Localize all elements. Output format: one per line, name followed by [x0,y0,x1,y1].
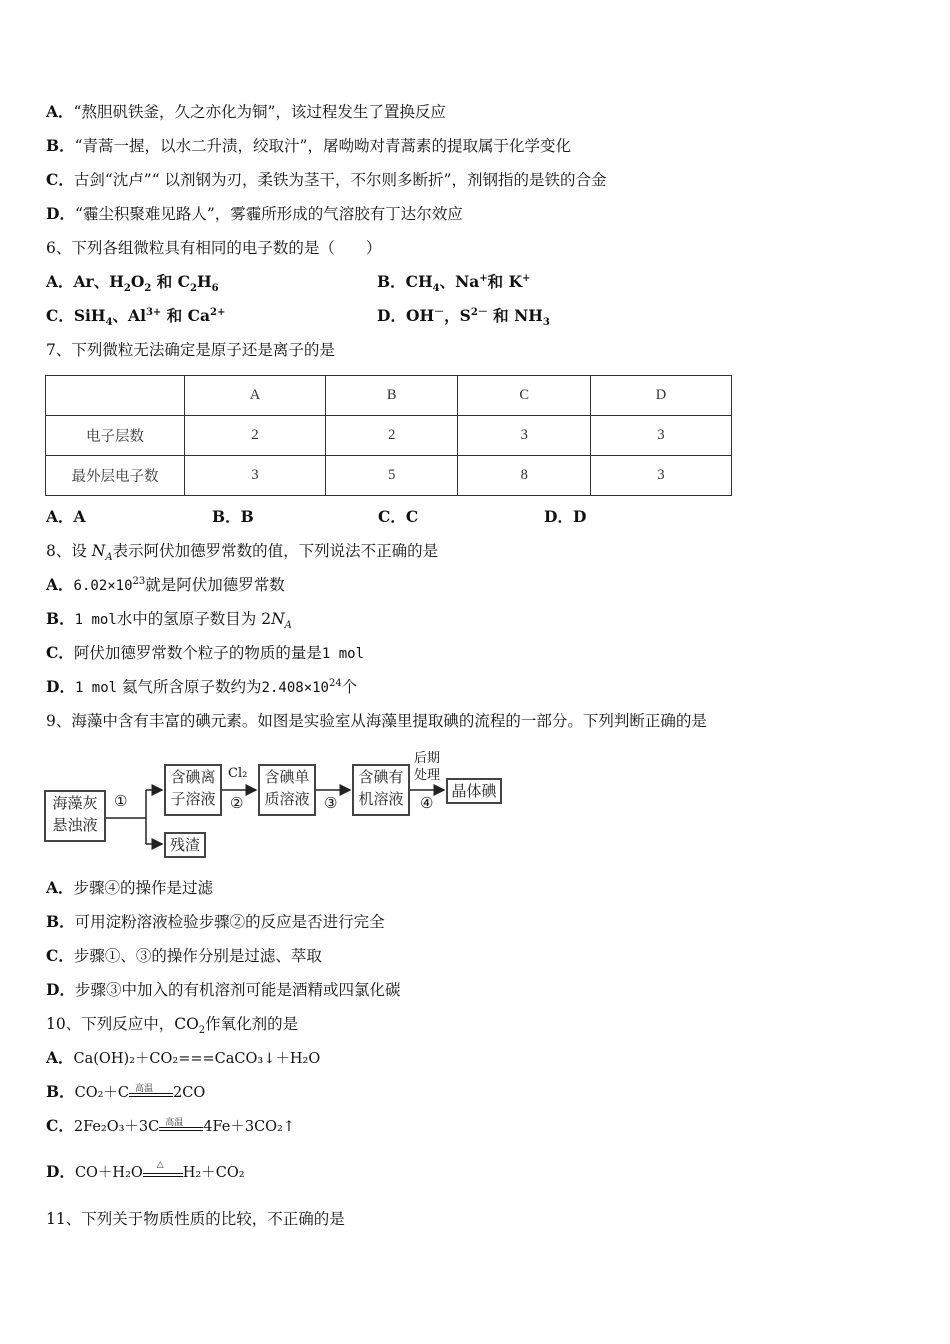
q10-option-d: D．CO＋H₂O △ H₂＋CO₂ [46,1160,245,1181]
option-label: A． [46,102,74,121]
q8-option-a: A．$6.02\times 10^{23}$就是阿伏加德罗常数 [46,575,285,594]
q8-stem: 8、设 $N_A$表示阿伏加德罗常数的值，下列说法不正确的是 [46,542,439,564]
q7-stem: 7、下列微粒无法确定是原子还是离子的是 [46,341,335,359]
table-cell: 3 [458,416,591,456]
option-text: “青蒿一握，以水二升渍，绞取汁”，屠呦呦对青蒿素的提取属于化学变化 [74,137,571,155]
q7-option-b: B．B [212,507,254,526]
q6-option-d: D．OH－，$S^{2-}$ 和 $NH_3$ [377,306,550,329]
table-cell: D [590,376,731,416]
q6-option-a: A．Ar、$H_2O_2$ 和 $C_2H_6$ [46,272,219,295]
table-cell [46,376,185,416]
table-cell: 8 [458,456,591,496]
table-cell: 3 [590,416,731,456]
iodine-solution-box: 含碘单 质溶液 [258,764,316,816]
q6-options-row1 [46,272,708,295]
q9-option-b: B．可用淀粉溶液检验步骤②的反应是否进行完全 [46,912,385,931]
q6-option-b: B．$CH_4$、Na+和 K+ [377,272,531,295]
q5-option-c [46,170,606,190]
q5-option-d [46,204,463,224]
q6-option-c: C．SiH$_4$、$Al^{3+}$ 和 $Ca^{2+}$ [46,306,226,329]
q10-option-c: C．2Fe₂O₃＋3C 高温 4Fe＋3CO₂↑ [46,1116,296,1135]
option-label: D． [46,204,75,223]
table-cell: 3 [185,456,326,496]
option-label: B． [46,136,75,155]
cl2-label: Cl₂ [228,766,248,781]
crystal-iodine-box: 晶体碘 [446,778,502,804]
q6-options-row2 [46,306,708,329]
q9-stem: 9、海藻中含有丰富的碘元素。如图是实验室从海藻里提取碘的流程的一部分。下列判断正确的是 [46,712,707,730]
q10-stem: 10、下列反应中，$CO_2$作氧化剂的是 [46,1015,299,1037]
q9-flowchart [44,752,514,860]
q7-table [45,375,732,496]
table-cell: 2 [325,416,458,456]
table-row [46,416,732,456]
q5-option-a [46,102,446,122]
q8-option-b: B．1 mol水中的氢原子数目为 $2N_A$ [46,609,292,632]
post-processing-label: 后期 处理 [414,751,441,783]
organic-solution-box: 含碘有 机溶液 [352,764,410,816]
condition-equals: △ [143,1163,183,1183]
seaweed-ash-suspension-box: 海藻灰 悬浊液 [44,790,106,842]
q10-option-a: A．Ca(OH)₂＋CO₂===CaCO₃↓＋H₂O [46,1048,321,1067]
table-cell: B [325,376,458,416]
q7-options [46,507,710,527]
table-cell: 最外层电子数 [46,456,185,496]
condition-equals: 高温 [129,1083,173,1103]
q7-option-a: A．A [46,507,86,526]
q9-option-a: A．步骤④的操作是过滤 [46,878,214,897]
q11-stem: 11、下列关于物质性质的比较，不正确的是 [46,1210,345,1228]
table-cell: 3 [590,456,731,496]
q6-stem: 6、下列各组微粒具有相同的电子数的是（ ） [46,239,382,257]
table-cell: 电子层数 [46,416,185,456]
q7-option-c: C．C [378,507,419,526]
step-1-label: ① [114,792,128,810]
step-3-label: ③ [324,794,338,812]
q5-option-b [46,136,571,156]
q9-option-d: D．步骤③中加入的有机溶剂可能是酒精或四氯化碳 [46,980,401,999]
q9-option-c: C．步骤①、③的操作分别是过滤、萃取 [46,946,322,965]
residue-box: 残渣 [164,832,206,858]
table-row [46,456,732,496]
q8-option-c: C．阿伏加德罗常数个粒子的物质的量是1 mol [46,643,365,662]
table-cell: A [185,376,326,416]
condition-equals: 高温 [159,1117,203,1137]
q8-option-d: D．1 mol 氦气所含原子数约为$2.408\times 10^{24}$个 [46,677,358,696]
q7-option-d: D．D [544,507,587,526]
iodide-solution-box: 含碘离 子溶液 [164,764,222,816]
table-cell: 2 [185,416,326,456]
step-4-label: ④ [420,794,434,812]
table-cell: 5 [325,456,458,496]
table-cell: C [458,376,591,416]
q10-option-b: B．CO₂＋C 高温 2CO [46,1082,206,1101]
table-header-row [46,376,732,416]
option-text: 古剑“沈卢”“ 以剂钢为刃，柔铁为茎干，不尔则多断折”，剂钢指的是铁的合金 [73,171,607,189]
option-text: “熬胆矾铁釜，久之亦化为铜”，该过程发生了置换反应 [73,103,446,121]
option-label: C． [46,170,74,189]
option-text: “霾尘积聚难见路人”，雾霾所形成的气溶胶有丁达尔效应 [74,205,463,223]
step-2-label: ② [230,794,244,812]
